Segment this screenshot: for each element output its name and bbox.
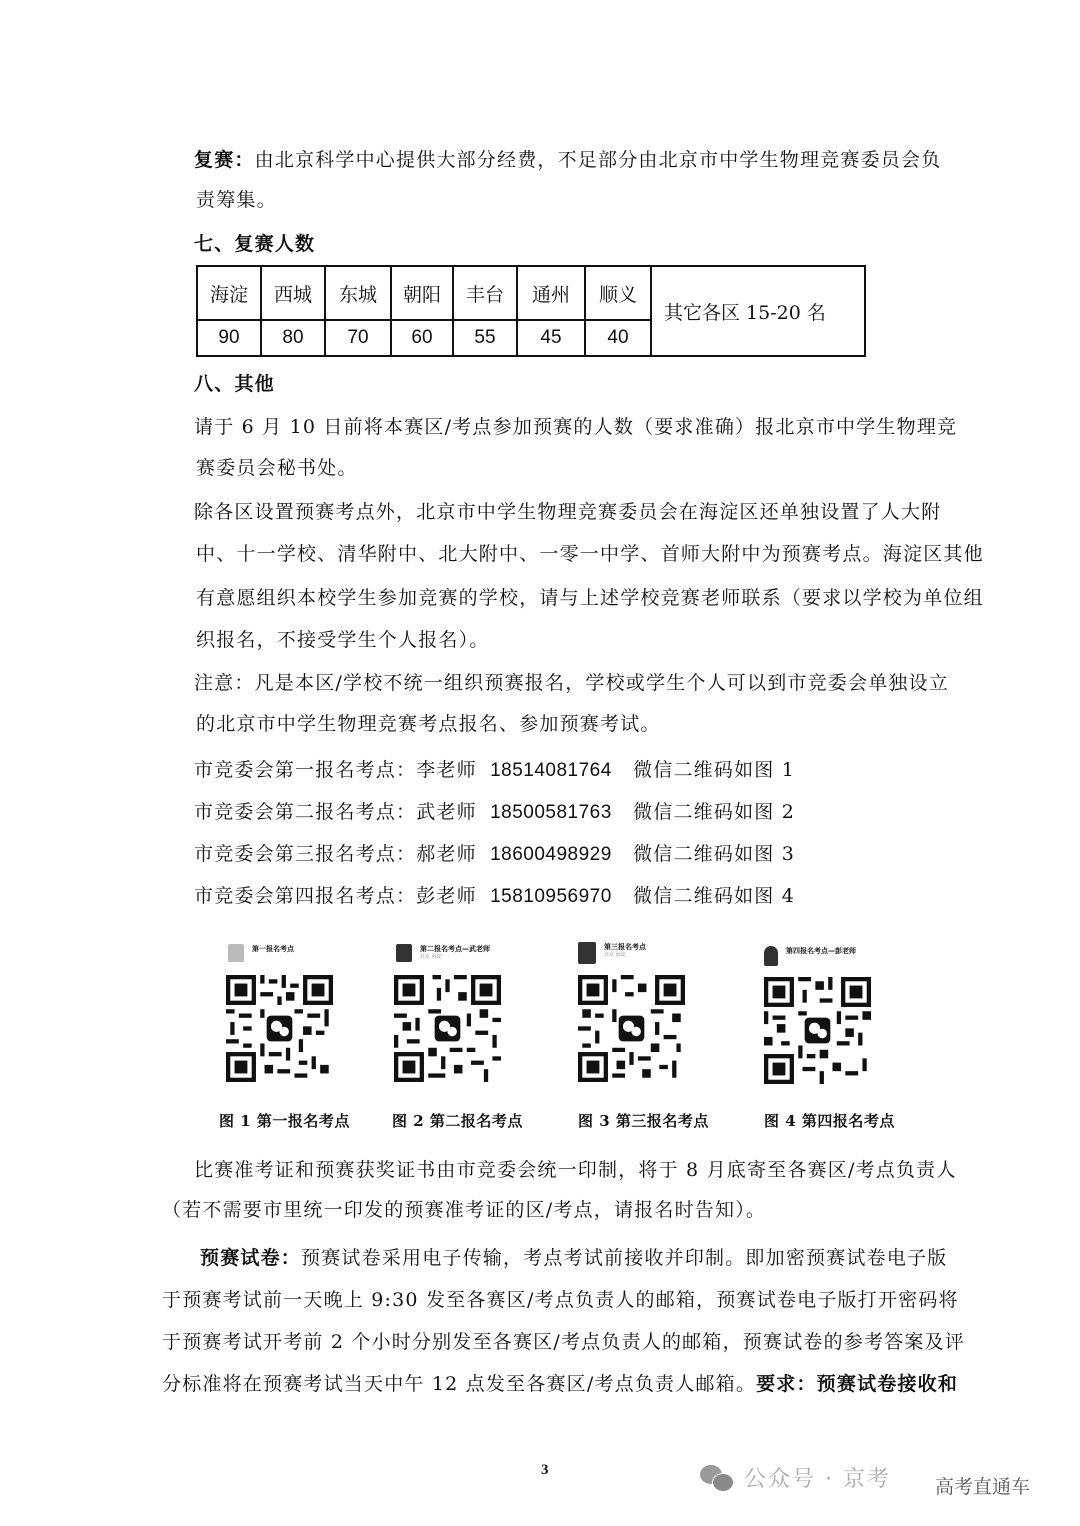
- contact-qr-ref: 微信二维码如图 4: [633, 885, 795, 907]
- fusai-label: 复赛：: [194, 149, 255, 171]
- contact-teacher: 彭老师: [416, 885, 477, 907]
- para5-text: 分标准将在预赛考试当天中午 12 点发至各赛区/考点负责人邮箱。: [162, 1373, 757, 1395]
- qr-header: [764, 942, 856, 972]
- count-cell: 70: [325, 320, 391, 356]
- para1-line: 请于 6 月 10 日前将本赛区/考点参加预赛的人数（要求准确）报北京市中学生物理竞: [194, 416, 958, 438]
- avatar: [228, 944, 244, 962]
- qr-header: [578, 938, 646, 968]
- district-cell: 丰台: [453, 266, 517, 320]
- contact-teacher: 李老师: [416, 759, 477, 781]
- contact-teacher: 郝老师: [416, 843, 477, 865]
- qr-code-3-icon[interactable]: [578, 975, 685, 1082]
- count-cell: 55: [453, 320, 517, 356]
- watermark-overlay-text: 高考直通车: [935, 1476, 1031, 1498]
- contact-teacher: 武老师: [416, 801, 477, 823]
- figure-caption: 图 1 第一报名考点: [219, 1112, 350, 1130]
- contact-line: [194, 842, 795, 867]
- quota-table: [196, 265, 866, 357]
- contact-site: 市竞委会第一报名考点：: [194, 759, 417, 781]
- qr-header-title: 第三报名考点: [604, 943, 646, 951]
- para2-line: 织报名，不接受学生个人报名）。: [196, 629, 490, 651]
- contact-site: 市竞委会第三报名考点：: [194, 843, 417, 865]
- exam-paper-label: 预赛试卷：: [200, 1247, 302, 1269]
- contact-line: [194, 884, 795, 909]
- wechat-watermark: [700, 1462, 891, 1493]
- para1-line: 赛委员会秘书处。: [196, 457, 358, 479]
- contact-qr-ref: 微信二维码如图 2: [633, 801, 795, 823]
- section8-heading: 八、其他: [194, 373, 275, 395]
- count-cell: 90: [197, 320, 261, 356]
- section7-heading: 七、复赛人数: [194, 233, 316, 255]
- contact-qr-ref: 微信二维码如图 1: [633, 759, 795, 781]
- contact-phone: 18514081764: [490, 760, 612, 781]
- qr-header-title: 第一报名考点: [252, 945, 294, 953]
- para4-line: （若不需要市里统一印发的预赛准考证的区/考点，请报名时告知）。: [162, 1199, 767, 1221]
- qr-header-sub: 北京 海淀: [604, 952, 626, 958]
- count-cell: 40: [585, 320, 651, 356]
- requirement-bold: 要求：预赛试卷接收和: [756, 1373, 959, 1395]
- count-cell: 45: [517, 320, 585, 356]
- avatar: [578, 942, 596, 964]
- fusai-fee-line2: 责筹集。: [196, 189, 277, 211]
- contact-phone: 15810956970: [490, 886, 612, 907]
- para2-line: 有意愿组织本校学生参加竞赛的学校，请与上述学校竞赛老师联系（要求以学校为单位组: [196, 587, 984, 609]
- district-cell: 朝阳: [391, 266, 453, 320]
- wechat-icon: [700, 1463, 736, 1493]
- qr-header-title: 第四报名考点—彭老师: [786, 947, 856, 955]
- contact-line: [194, 758, 795, 783]
- qr-code-4-icon[interactable]: [764, 977, 871, 1084]
- contact-site: 市竞委会第二报名考点：: [194, 801, 417, 823]
- para5-line: 于预赛考试开考前 2 个小时分别发至各赛区/考点负责人的邮箱，预赛试卷的参考答案及评: [162, 1331, 965, 1353]
- para5-line: [162, 1372, 958, 1396]
- qr-header-title: 第二报名考点—武老师: [420, 945, 490, 953]
- contact-line: [194, 800, 795, 825]
- para5-line: 于预赛考试前一天晚上 9:30 发至各赛区/考点负责人的邮箱，预赛试卷电子版打开密码将: [162, 1289, 959, 1311]
- fusai-fee-line1: [194, 148, 941, 172]
- para4-line: 比赛准考证和预赛获奖证书由市竞委会统一印制，将于 8 月底寄至各赛区/考点负责人: [194, 1159, 957, 1181]
- para5-line: [200, 1246, 947, 1270]
- qr-header: [396, 940, 490, 970]
- figure-caption: 图 4 第四报名考点: [764, 1112, 895, 1130]
- avatar: [764, 946, 778, 966]
- contact-site: 市竞委会第四报名考点：: [194, 885, 417, 907]
- district-cell: 海淀: [197, 266, 261, 320]
- para3-line: 的北京市中学生物理竞赛考点报名、参加预赛考试。: [196, 713, 661, 735]
- watermark-text: 公众号 · 京考: [744, 1467, 891, 1492]
- fusai-text: 由北京科学中心提供大部分经费，不足部分由北京市中学生物理竞赛委员会负: [254, 149, 942, 171]
- page-number: 3: [541, 1462, 549, 1478]
- avatar: [396, 944, 412, 962]
- para3-line: 注意：凡是本区/学校不统一组织预赛报名，学校或学生个人可以到市竞委会单独设立: [194, 672, 950, 694]
- qr-code-2-icon[interactable]: [394, 975, 501, 1082]
- qr-header-sub: 北京 海淀: [420, 954, 442, 960]
- para2-line: 中、十一学校、清华附中、北大附中、一零一中学、首师大附中为预赛考点。海淀区其他: [196, 543, 984, 565]
- qr-code-1-icon[interactable]: [226, 975, 333, 1082]
- figure-caption: 图 3 第三报名考点: [578, 1112, 709, 1130]
- qr-header: [228, 940, 294, 970]
- contact-phone: 18500581763: [490, 802, 612, 823]
- para2-line: 除各区设置预赛考点外，北京市中学生物理竞赛委员会在海淀区还单独设置了人大附: [194, 501, 942, 523]
- district-cell: 西城: [261, 266, 325, 320]
- figure-caption: 图 2 第二报名考点: [392, 1112, 523, 1130]
- district-cell: 顺义: [585, 266, 651, 320]
- contact-phone: 18600498929: [490, 844, 612, 865]
- para5-text: 预赛试卷采用电子传输，考点考试前接收并印制。即加密预赛试卷电子版: [301, 1247, 948, 1269]
- contact-qr-ref: 微信二维码如图 3: [633, 843, 795, 865]
- count-cell: 80: [261, 320, 325, 356]
- count-cell: 60: [391, 320, 453, 356]
- district-cell: 东城: [325, 266, 391, 320]
- other-districts-cell: 其它各区 15-20 名: [651, 266, 865, 356]
- district-cell: 通州: [517, 266, 585, 320]
- quota-header-row: [197, 266, 865, 320]
